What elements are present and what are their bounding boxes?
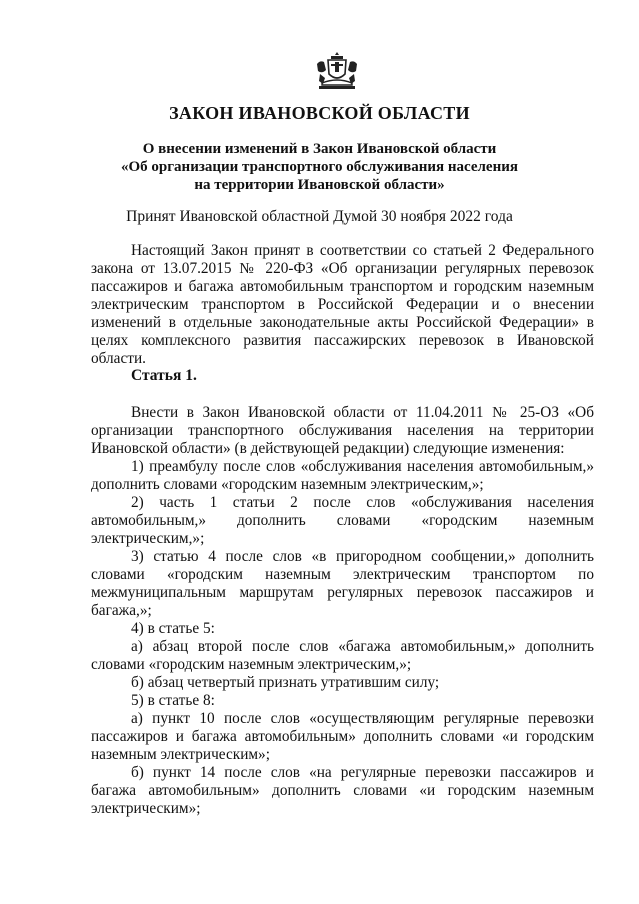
preamble (91, 242, 594, 368)
law-subtitle (0, 140, 639, 194)
subtitle-line: на территории Ивановской области» (194, 177, 445, 193)
article-paragraph: 5) в статье 8: (131, 692, 215, 709)
subtitle-line: О внесении изменений в Закон Ивановской области (142, 141, 497, 157)
article-paragraph: 3) статью 4 после слов «в пригородном сообщении,» дополнить словами «городским наземным электрическим транспортом по межмуниципальным маршрутам регулярных перевозок пассажиров и багажа,»; (91, 548, 594, 619)
article-paragraph: 1) преамбулу после слов «обслуживания населения автомобильным,» дополнить словами «городским наземным электрическим,»; (91, 458, 594, 493)
coat-of-arms-emblem (314, 50, 360, 92)
article-paragraph: б) пункт 14 после слов «на регулярные перевозки пассажиров и багажа автомобильным» дополнить словами «и городским наземным электрическим»; (91, 764, 594, 817)
preamble-paragraph: Настоящий Закон принят в соответствии со статьей 2 Федерального закона от 13.07.2015 № 220-ФЗ «Об организации регулярных перевозок пассажиров и багажа автомобильным транспортом и городским наземным электрическим транспортом в Российской Федерации и о внесении изменений в отдельные законодательные акты Российской Федерации» в целях комплексного развития пассажирских перевозок в Ивановской области. (91, 242, 594, 367)
article-paragraph: а) абзац второй после слов «багажа автомобильным,» дополнить словами «городским наземным электрическим,»; (91, 638, 594, 673)
article-paragraph: а) пункт 10 после слов «осуществляющим регулярные перевозки пассажиров и багажа автомобильным» дополнить словами «и городским наземным электрическим»; (91, 710, 594, 763)
article-paragraph: 4) в статье 5: (131, 620, 215, 637)
article-1-body (91, 404, 594, 818)
article-1-heading: Статья 1. (131, 367, 197, 384)
adoption-note: Принят Ивановской областной Думой 30 ноября 2022 года (126, 208, 513, 225)
article-paragraph: 2) часть 1 статьи 2 после слов «обслуживания населения автомобильным,» дополнить словами «городским наземным электрическим,»; (91, 494, 594, 547)
law-title: ЗАКОН ИВАНОВСКОЙ ОБЛАСТИ (169, 103, 470, 123)
article-paragraph: б) абзац четвертый признать утратившим силу; (131, 674, 440, 691)
article-paragraph: Внести в Закон Ивановской области от 11.04.2011 № 25-ОЗ «Об организации транспортного обслуживания населения на территории Ивановской области» (в действующей редакции) следующие изменения: (91, 404, 594, 457)
subtitle-line: «Об организации транспортного обслуживания населения (120, 159, 518, 175)
